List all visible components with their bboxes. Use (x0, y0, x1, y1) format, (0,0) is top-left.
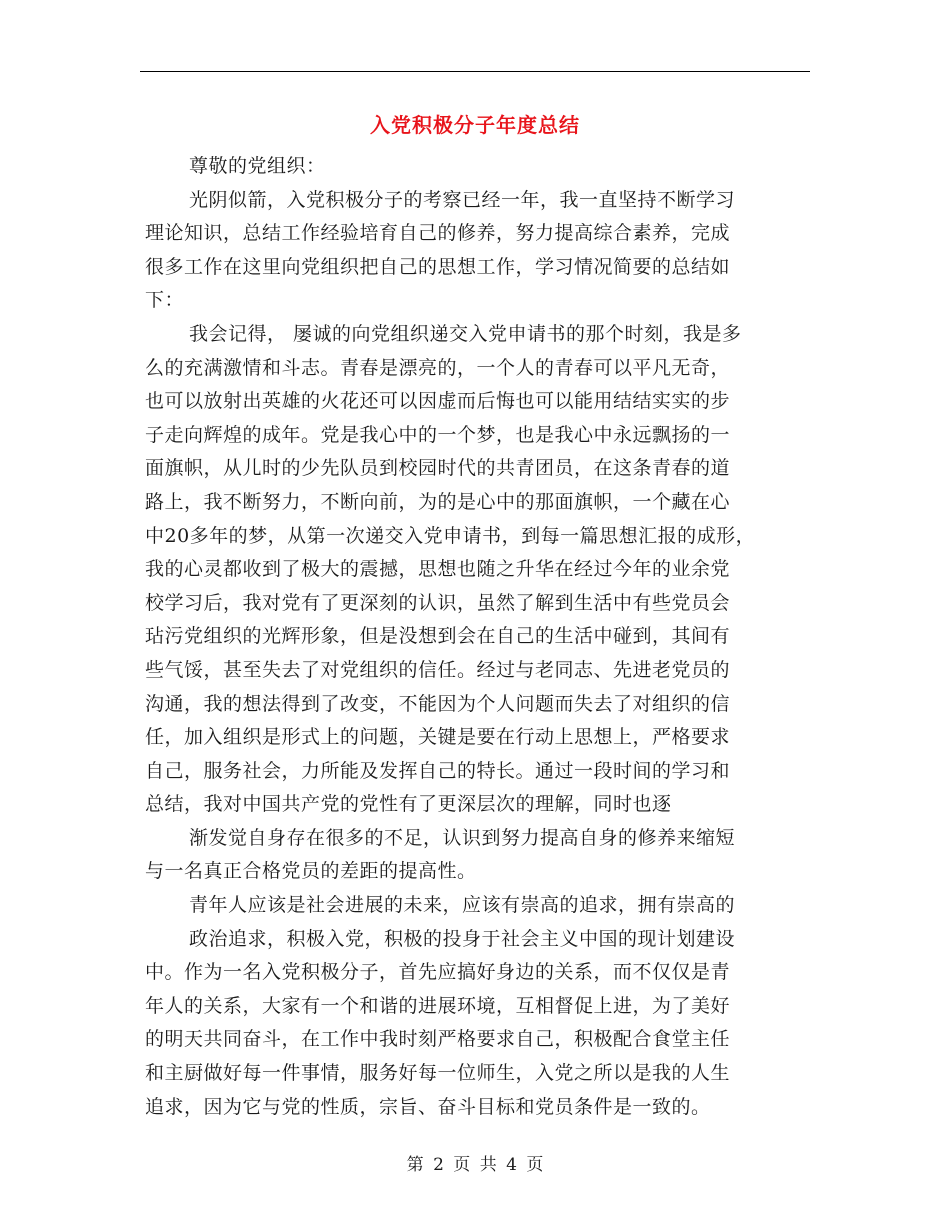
text-line: 政治追求，积极入党，积极的投身于社会主义中国的现计划建设 (189, 927, 736, 950)
text-line: 下： (145, 289, 185, 312)
text-line: 我会记得， 屡诚的向党组织递交入党申请书的那个时刻，我是多 (189, 322, 742, 345)
text-line: 我的心灵都收到了极大的震撼，思想也随之升华在经过今年的业余党 (145, 558, 731, 581)
text-line: 中。作为一名入党积极分子，首先应搞好身边的关系，而不仅仅是青 (145, 961, 731, 984)
text-line: 子走向辉煌的成年。党是我心中的一个梦，也是我心中永远飘扬的一 (145, 423, 731, 446)
text-line: 的明天共同奋斗，在工作中我时刻严格要求自己，积极配合食堂主任 (145, 1028, 731, 1051)
text-line: 理论知识，总结工作经验培育自己的修养，努力提高综合素养，完成 (145, 222, 731, 245)
text-line: 青年人应该是社会进展的未来，应该有崇高的追求，拥有崇高的 (189, 894, 736, 917)
page-number: 第 2 页 共 4 页 (406, 1155, 544, 1175)
document-title: 入党积极分子年度总结 (370, 113, 580, 137)
header-rule (140, 71, 810, 72)
text-line: 中20多年的梦，从第一次递交入党申请书，到每一篇思想汇报的成形， (145, 524, 756, 547)
text-line: 很多工作在这里向党组织把自己的思想工作，学习情况简要的总结如 (145, 255, 731, 278)
text-line: 路上，我不断努力，不断向前，为的是心中的那面旗帜，一个藏在心 (145, 490, 731, 513)
text-line: 渐发觉自身存在很多的不足，认识到努力提高自身的修养来缩短 (189, 826, 736, 849)
document-body (145, 150, 815, 1124)
text-line: 么的充满激情和斗志。青春是漂亮的，一个人的青春可以平凡无奇， (145, 356, 731, 379)
text-line: 沟通，我的想法得到了改变，不能因为个人问题而失去了对组织的信 (145, 692, 731, 715)
text-line: 校学习后，我对党有了更深刻的认识，虽然了解到生活中有些党员会 (145, 591, 731, 614)
text-line: 尊敬的党组织： (189, 155, 326, 177)
text-line: 自己，服务社会，力所能及发挥自己的特长。通过一段时间的学习和 (145, 759, 731, 782)
text-line: 年人的关系，大家有一个和谐的进展环境，互相督促上进，为了美好 (145, 994, 731, 1017)
text-line: 与一名真正合格党员的差距的提高性。 (145, 860, 477, 883)
text-line: 光阴似箭，入党积极分子的考察已经一年，我一直坚持不断学习 (189, 188, 736, 211)
text-line: 和主厨做好每一件事情，服务好每一位师生，入党之所以是我的人生 (145, 1062, 731, 1085)
text-line: 面旗帜，从儿时的少先队员到校园时代的共青团员，在这条青春的道 (145, 457, 731, 480)
text-line: 些气馁，甚至失去了对党组织的信任。经过与老同志、先进老党员的 (145, 658, 731, 681)
text-line: 总结，我对中国共产党的党性有了更深层次的理解，同时也逐 (145, 793, 672, 816)
text-line: 追求，因为它与党的性质，宗旨、奋斗目标和党员条件是一致的。 (145, 1095, 711, 1118)
text-line: 也可以放射出英雄的火花还可以因虚而后悔也可以能用结结实实的步 (145, 390, 731, 413)
text-line: 任，加入组织是形式上的问题，关键是要在行动上思想上，严格要求 (145, 726, 731, 749)
text-line: 玷污党组织的光辉形象，但是没想到会在自己的生活中碰到，其间有 (145, 625, 731, 648)
